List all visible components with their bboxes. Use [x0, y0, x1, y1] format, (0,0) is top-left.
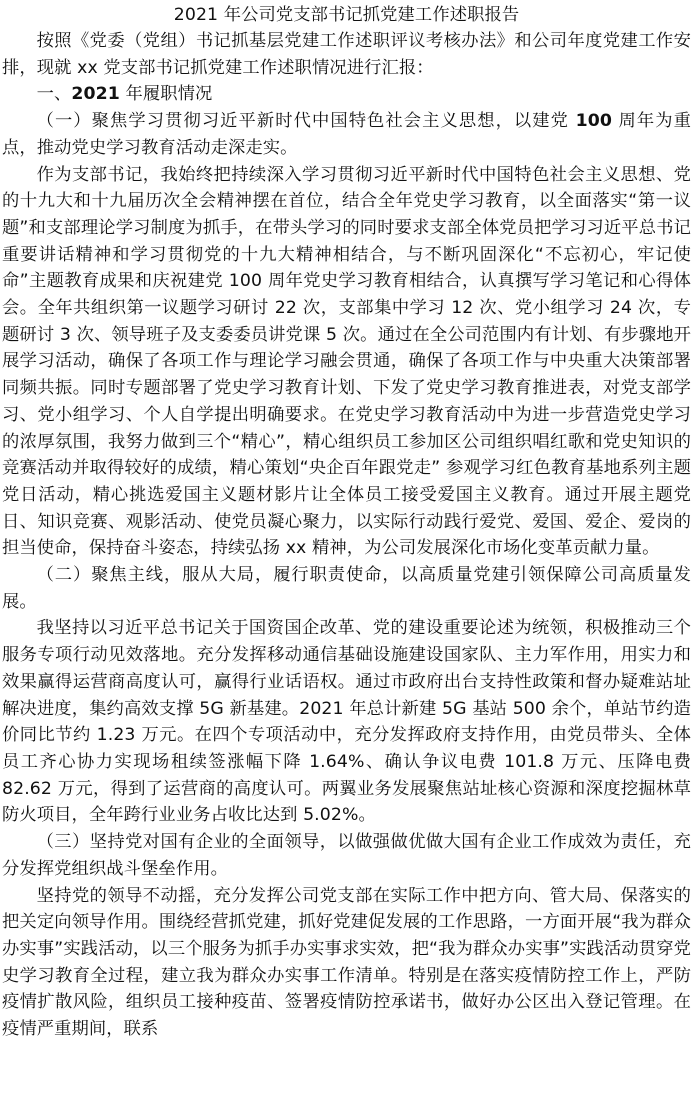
intro-paragraph: 按照《党委（党组）书记抓基层党建工作述职评议考核办法》和公司年度党建工作安排，现就 xx 党支部书记抓党建工作述职情况进行汇报：	[2, 31, 691, 78]
body-paragraph-1: 作为支部书记，我始终把持续深入学习贯彻习近平新时代中国特色社会主义思想、党的十九大和十九届历次全会精神摆在首位，结合全年党史学习教育，以全面落实“第一议题”和支部理论学习制度为抓手，在带头学习的同时要求支部全体党员把学习习近平总书记重要讲话精神和学习贯彻党的十九大精神相结合，与不断巩固深化“不忘初心，牢记使命”主题教育成果和庆祝建党 100 周年党史学习教育相结合，认真撰写学习笔记和心得体会。全年共组织第一议题学习研讨 22 次，支部集中学习 12 次、党小组学习 24 次，专题研讨 3 次、领导班子及支委委员讲党课 5 次。通过在全公司范围内有计划、有步骤地开展学习活动，确保了各项工作与理论学习融会贯通，确保了各项工作与中央重大决策部署同频共振。同时专题部署了党史学习教育计划、下发了党史学习教育推进表，对党支部学习、党小组学习、个人自学提出明确要求。在党史学习教育活动中为进一步营造党史学习的浓厚氛围，我努力做到三个“精心”，精心组织员工参加区公司组织唱红歌和党史知识的竞赛活动并取得较好的成绩，精心策划“央企百年跟党走” 参观学习红色教育基地系列主题党日活动，精心挑选爱国主义题材影片让全体员工接受爱国主义教育。通过开展主题党日、知识竞赛、观影活动、使党员凝心聚力，以实际行动践行爱党、爱国、爱企、爱岗的担当使命，保持奋斗姿态，持续弘扬 xx 精神，为公司发展深化市场化变革贡献力量。	[2, 164, 691, 559]
subsection-heading-2: （二）聚焦主线，服从大局，履行职责使命，以高质量党建引领保障公司高质量发展。	[2, 565, 691, 612]
subsection-heading-1: （一）聚焦学习贯彻习近平新时代中国特色社会主义思想，以建党 100 周年为重点，推动党史学习教育活动走深走实。	[2, 111, 691, 158]
body-paragraph-3: 坚持党的领导不动摇，充分发挥公司党支部在实际工作中把方向、管大局、保落实的把关定向领导作用。围绕经营抓党建，抓好党建促发展的工作思路，一方面开展“我为群众办实事”实践活动，以三个服务为抓手办实事求实效，把“我为群众办实事”实践活动贯穿党史学习教育全过程，建立我为群众办实事工作清单。特别是在落实疫情防控工作上，严防疫情扩散风险，组织员工接种疫苗、签署疫情防控承诺书，做好办公区出入登记管理。在疫情严重期间，联系	[2, 885, 691, 1040]
body-paragraph-2: 我坚持以习近平总书记关于国资国企改革、党的建设重要论述为统领，积极推动三个服务专项行动见效落地。充分发挥移动通信基础设施建设国家队、主力军作用，用实力和效果赢得运营商高度认可，赢得行业话语权。通过市政府出台支持性政策和督办疑难站址解决进度，集约高效支撑 5G 新基建。2021 年总计新建 5G 基站 500 余个，单站节约造价同比节约 1.23 万元。在四个专项活动中，充分发挥政府支持作用，由党员带头、全体员工齐心协力实现场租续签涨幅下降 1.64%、确认争议电费 101.8 万元、压降电费 82.62 万元，得到了运营商的高度认可。两翼业务发展聚焦站址核心资源和深度挖掘林草防火项目，全年跨行业业务占收比达到 5.02%。	[2, 618, 691, 826]
document-title: 2021 年公司党支部书记抓党建工作述职报告	[173, 5, 520, 25]
section-heading: 一、2021 年履职情况	[36, 84, 213, 105]
subsection-heading-3: （三）坚持党对国有企业的全面领导，以做强做优做大国有企业工作成效为责任，充分发挥党组织战斗堡垒作用。	[2, 832, 691, 879]
